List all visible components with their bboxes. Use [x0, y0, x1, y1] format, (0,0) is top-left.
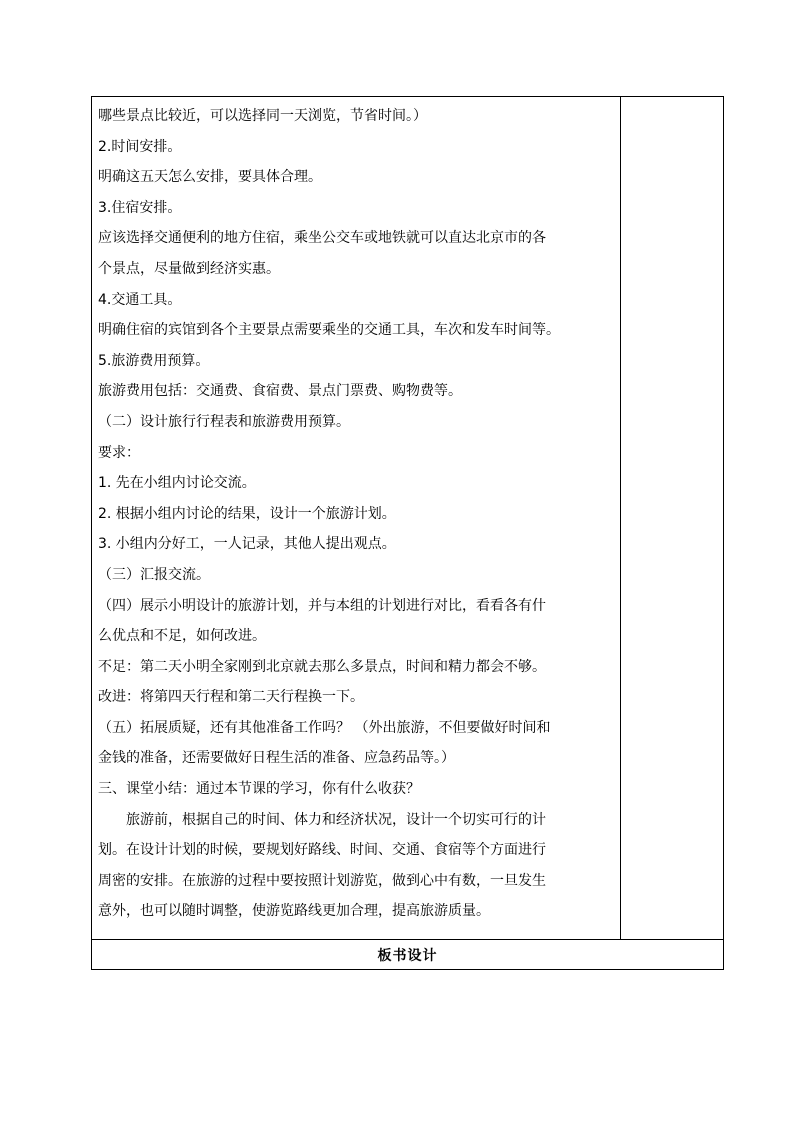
text-line: 么优点和不足，如何改进。 — [98, 628, 266, 645]
text-line: 要求： — [98, 444, 140, 461]
text-line: 2.时间安排。 — [98, 138, 182, 155]
text-line: 划。在设计计划的时候，要规划好路线、时间、交通、食宿等个方面进行 — [98, 842, 546, 859]
text-line: 旅游费用包括：交通费、食宿费、景点门票费、购物费等。 — [98, 383, 462, 400]
text-line: （三）汇报交流。 — [98, 566, 210, 583]
board-design-row — [92, 939, 723, 969]
text-line: 哪些景点比较近，可以选择同一天浏览，节省时间。） — [98, 108, 427, 124]
text-line: （五）拓展质疑，还有其他准备工作吗？ （外出旅游，不但要做好时间和 — [98, 719, 551, 736]
text-line: 应该选择交通便利的地方住宿，乘坐公交车或地铁就可以直达北京市的各 — [98, 230, 546, 247]
text-line: 意外，也可以随时调整，使游览路线更加合理，提高旅游质量。 — [98, 903, 490, 920]
text-line: （四）展示小明设计的旅游计划，并与本组的计划进行对比，看看各有什 — [98, 597, 546, 614]
text-line: 2. 根据小组内讨论的结果，设计一个旅游计划。 — [98, 505, 396, 522]
text-line: 5.旅游费用预算。 — [98, 352, 210, 369]
content-lines — [98, 101, 618, 927]
text-line: 改进：将第四天行程和第二天行程换一下。 — [98, 689, 364, 706]
side-cell — [621, 97, 723, 939]
text-line: 明确这五天怎么安排，要具体合理。 — [98, 169, 322, 186]
text-line: 明确住宿的宾馆到各个主要景点需要乘坐的交通工具，车次和发车时间等。 — [98, 322, 560, 339]
lesson-plan-table — [91, 96, 724, 970]
text-line: 1. 先在小组内讨论交流。 — [98, 475, 256, 492]
text-line: 旅游前，根据自己的时间、体力和经济状况，设计一个切实可行的计 — [126, 811, 546, 828]
text-line: （二）设计旅行行程表和旅游费用预算。 — [98, 413, 350, 430]
text-line: 周密的安排。在旅游的过程中要按照计划游览，做到心中有数，一旦发生 — [98, 872, 546, 889]
text-line: 3. 小组内分好工，一人记录，其他人提出观点。 — [98, 536, 396, 553]
text-line: 金钱的准备，还需要做好日程生活的准备、应急药品等。） — [98, 750, 455, 767]
text-line: 不足：第二天小明全家刚到北京就去那么多景点，时间和精力都会不够。 — [98, 658, 546, 675]
text-line: 3.住宿安排。 — [98, 199, 182, 216]
board-design-title: 板书设计 — [377, 947, 438, 964]
text-line: 个景点，尽量做到经济实惠。 — [98, 260, 280, 277]
text-line: 4.交通工具。 — [98, 291, 182, 308]
content-cell — [92, 97, 621, 939]
text-line: 三、课堂小结：通过本节课的学习，你有什么收获？ — [98, 781, 420, 798]
